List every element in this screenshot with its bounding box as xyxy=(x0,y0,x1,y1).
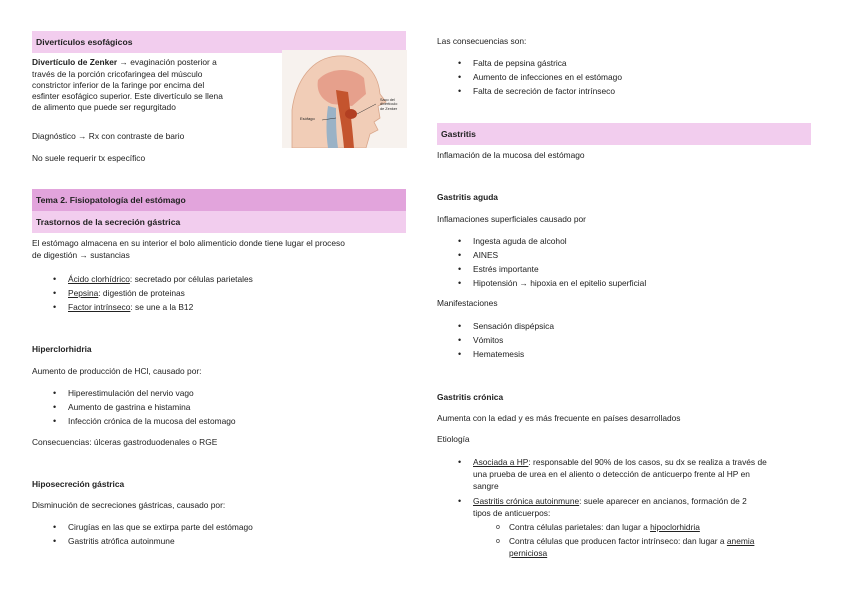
intro-line: de digestión → sustancias xyxy=(32,250,130,260)
list-item: • Cirugías en las que se extirpa parte del estómago xyxy=(68,522,253,533)
zenker-text: → evaginación posterior a xyxy=(119,57,217,67)
etiologia-label: Etiología xyxy=(437,434,470,444)
list-item: • Sensación dispépsica xyxy=(473,321,554,332)
list-item: • Falta de pepsina gástrica xyxy=(473,58,567,69)
section-header-tema xyxy=(32,189,406,211)
list-item: • Factor intrínseco: se une a la B12 xyxy=(68,302,193,313)
list-item: • Gastritis crónica autoinmune: suele aparecer en ancianos, formación de 2 xyxy=(473,496,747,507)
hiposecrecion-intro: Disminución de secreciones gástricas, causado por: xyxy=(32,500,226,510)
section-title: Gastritis xyxy=(441,129,476,139)
diagnostico-text: Diagnóstico → Rx con contraste de bario xyxy=(32,131,185,141)
aguda-intro: Inflamaciones superficiales causado por xyxy=(437,214,586,224)
list-item: • Estrés importante xyxy=(473,264,539,275)
gastritis-definition: Inflamación de la mucosa del estómago xyxy=(437,150,585,160)
list-item: • Hiperestimulación del nervio vago xyxy=(68,388,194,399)
manifestaciones-label: Manifestaciones xyxy=(437,298,498,308)
figure-label-saco: Saco del divertículo de Zenker xyxy=(380,98,398,111)
heading-gastritis-cronica: Gastritis crónica xyxy=(437,392,504,402)
consecuencias-intro: Las consecuencias son: xyxy=(437,36,527,46)
zenker-line: de alimento que puede ser regurgitado xyxy=(32,102,176,112)
zenker-term: Divertículo de Zenker xyxy=(32,57,118,67)
list-item: • Vómitos xyxy=(473,335,503,346)
list-item: • Hematemesis xyxy=(473,349,524,360)
list-item: • Pepsina: digestión de proteinas xyxy=(68,288,185,299)
section-subtitle: Trastornos de la secreción gástrica xyxy=(36,217,181,227)
heading-gastritis-aguda: Gastritis aguda xyxy=(437,192,498,202)
zenker-line: constrictor inferior de la faringe por encima del xyxy=(32,80,205,90)
sub-list-item: o Contra células que producen factor intrínseco: dan lugar a anemia xyxy=(509,536,754,547)
tx-text: No suele requerir tx específico xyxy=(32,153,146,163)
zenker-paragraph xyxy=(32,57,264,68)
section-header-trastornos xyxy=(32,211,406,233)
figure-label-esofago: Esófago xyxy=(300,116,315,121)
section-header-gastritis xyxy=(437,123,811,145)
section-title: Divertículos esofágicos xyxy=(36,37,133,47)
list-item: • Infección crónica de la mucosa del estomago xyxy=(68,416,236,427)
section-title: Tema 2. Fisiopatología del estómago xyxy=(36,195,186,205)
list-item: • Gastritis atrófica autoinmune xyxy=(68,536,175,547)
hiperclorhidria-intro: Aumento de producción de HCl, causado por: xyxy=(32,366,202,376)
list-item: • AINES xyxy=(473,250,498,261)
sub-list-item-continuation: perniciosa xyxy=(509,548,548,558)
heading-hiperclorhidria: Hiperclorhidria xyxy=(32,344,92,354)
list-item: • Falta de secreción de factor intrínseco xyxy=(473,86,615,97)
zenker-illustration xyxy=(282,50,407,148)
list-item-continuation: tipos de anticuerpos: xyxy=(473,508,551,518)
sub-list-item: o Contra células parietales: dan lugar a hipoclorhidria xyxy=(509,522,700,533)
list-item: • Asociada a HP: responsable del 90% de los casos, su dx se realiza a través de xyxy=(473,457,767,468)
zenker-line: través de la porción cricofaringea del músculo xyxy=(32,69,203,79)
list-item: • Aumento de gastrina e histamina xyxy=(68,402,190,413)
zenker-line: esfinter esofágico superior. Este divertículo se llena xyxy=(32,91,223,101)
list-item: • Ácido clorhídrico: secretado por células parietales xyxy=(68,274,253,285)
list-item: • Hipotensión → hipoxia en el epitelio superficial xyxy=(473,278,646,289)
heading-hiposecrecion: Hiposecreción gástrica xyxy=(32,479,125,489)
consecuencias-text: Consecuencias: úlceras gastroduodenales o RGE xyxy=(32,437,218,447)
list-item: • Ingesta aguda de alcohol xyxy=(473,236,567,247)
cronica-intro: Aumenta con la edad y es más frecuente en países desarrollados xyxy=(437,413,681,423)
intro-line: El estómago almacena en su interior el bolo alimenticio donde tiene lugar el proceso xyxy=(32,238,345,248)
list-item-continuation: una prueba de urea en el aliento o detección de anticuerpo frente al HP en xyxy=(473,469,750,479)
list-item: • Aumento de infecciones en el estómago xyxy=(473,72,622,83)
list-item-continuation: sangre xyxy=(473,481,499,491)
